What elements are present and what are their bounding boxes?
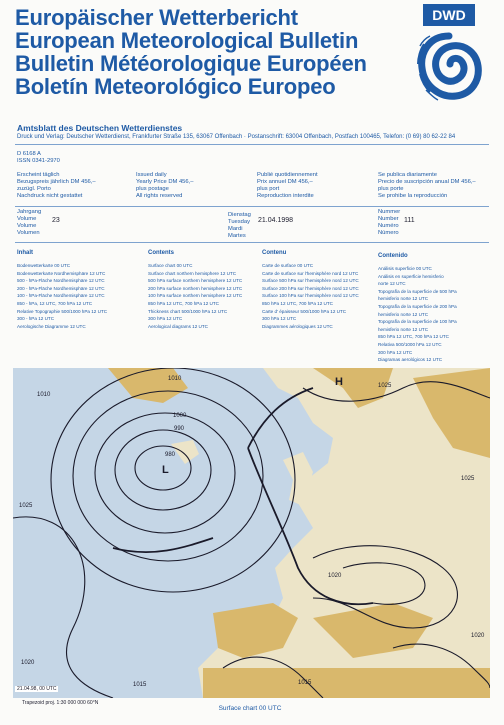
contents-item: Surface 500 hPa sur l'hemisphère nord 12 UTC bbox=[262, 278, 359, 284]
contents-item: Surface 200 hPa sur l'hemisphère nord 12 UTC bbox=[262, 285, 359, 291]
contents-item: Carte de surface 00 UTC bbox=[262, 263, 314, 268]
weekday-label: Martes bbox=[228, 233, 246, 239]
volume-label: Volumen bbox=[17, 230, 40, 236]
contents-item: 300 hPa 12 UTC bbox=[378, 349, 413, 355]
pressure-label: 990 bbox=[174, 426, 185, 432]
dwd-swirl-logo-icon bbox=[416, 30, 482, 102]
contents-heading: Inhalt bbox=[17, 250, 33, 256]
subscription-line: Issued daily bbox=[136, 172, 167, 178]
volume-label: Volume bbox=[17, 216, 37, 222]
number-label: Numéro bbox=[378, 223, 399, 229]
contents-heading: Contenu bbox=[262, 250, 287, 256]
title-block bbox=[15, 6, 415, 98]
map-caption: Surface chart 00 UTC bbox=[218, 705, 282, 712]
publication-ids bbox=[17, 151, 60, 165]
subscription-line: Precio de suscripción anual DM 456,– bbox=[378, 179, 476, 185]
contents-english bbox=[148, 250, 266, 330]
subscription-line: Reproduction interdite bbox=[257, 193, 314, 199]
map-scale-line: Trapezoid proj. 1:30 000 000 60°N bbox=[22, 700, 99, 706]
subscription-line: Bezugspreis jährlich DM 456,– bbox=[17, 179, 96, 185]
volume-value: 23 bbox=[52, 217, 60, 224]
pressure-label: 1015 bbox=[133, 682, 147, 688]
subscription-line: plus postage bbox=[136, 186, 169, 192]
contents-item: Relativa 500/1000 hPa 12 UTC bbox=[378, 341, 442, 347]
title-english: European Meteorological Bulletin bbox=[15, 28, 359, 53]
contents-item: Topografía de la superficie de 100 hPa bbox=[378, 319, 457, 325]
publication-code: D 6168 A bbox=[17, 151, 41, 157]
contents-item: norte 12 UTC bbox=[378, 281, 406, 287]
pressure-label: 1010 bbox=[168, 376, 182, 382]
contents-item: Bodenwetterkarte 00 UTC bbox=[17, 263, 71, 268]
volume-label: Jahrgang bbox=[17, 209, 42, 215]
subscription-line: Publié quotidiennement bbox=[257, 172, 318, 178]
title-french: Bulletin Météorologique Européen bbox=[15, 51, 367, 76]
contents-item: Surface chart 00 UTC bbox=[148, 263, 193, 268]
contents-item: Carte d' épaisseur 500/1000 hPa 12 UTC bbox=[262, 308, 347, 314]
subscription-french bbox=[257, 172, 375, 200]
subscription-english bbox=[136, 172, 254, 200]
subscription-line: All rights reserved bbox=[136, 193, 183, 199]
subscription-line: Erscheint täglich bbox=[17, 172, 60, 178]
pressure-label: 1025 bbox=[461, 476, 475, 482]
map-date-stamp: 21.04.98, 00 UTC bbox=[17, 686, 57, 692]
pressure-label: 1020 bbox=[328, 573, 342, 579]
contents-item: Surface 100 hPa sur l'hemisphère nord 12 UTC bbox=[262, 293, 359, 299]
subscription-line: zuzügl. Porto bbox=[17, 186, 51, 192]
pressure-label: 1020 bbox=[471, 633, 485, 639]
low-pressure-symbol: L bbox=[162, 464, 169, 476]
contents-item: Diagramas aerológicos 12 UTC bbox=[378, 357, 443, 363]
publisher-address: Druck und Verlag: Deutscher Wetterdienst, Frankfurter Straße 135, 63067 Offenbach · Postanschrift: 63004 Offenbach, Postfach 100465, Telefon: (0 69) 80 62-22 84 bbox=[17, 134, 456, 140]
contents-item: Thickness chart 500/1000 hPa 12 UTC bbox=[148, 308, 228, 314]
dwd-logo-text: DWD bbox=[423, 4, 475, 26]
contents-item: hemisferio norte 12 UTC bbox=[378, 311, 429, 317]
contents-item: Relative Topographie 500/1000 hPa 12 UTC bbox=[17, 308, 108, 314]
contents-item: Bodenwetterkarte Nordhemisphäre 12 UTC bbox=[17, 270, 106, 276]
contents-item: 850 hPa 12 UTC, 700 hPa 12 UTC bbox=[262, 300, 333, 306]
pressure-label: 980 bbox=[165, 452, 176, 458]
subscription-line: Se publica diariamente bbox=[378, 172, 437, 178]
weekday-label: Tuesday bbox=[228, 219, 251, 225]
contents-item: 850 hPa 12 UTC, 700 hPa 12 UTC bbox=[378, 334, 449, 340]
issue-divider-bottom bbox=[15, 242, 489, 243]
contents-item: Topografía de la superficie de 200 hPa bbox=[378, 303, 457, 309]
number-label: Número bbox=[378, 230, 399, 236]
surface-weather-map bbox=[13, 368, 490, 698]
pressure-label: 1025 bbox=[378, 383, 392, 389]
contents-item: 850 hPa 12 UTC, 700 hPa 12 UTC bbox=[148, 300, 219, 306]
contents-heading: Contenido bbox=[378, 253, 408, 259]
subscription-spanish bbox=[378, 172, 496, 200]
number-label: Number bbox=[378, 216, 399, 222]
pressure-label: 1025 bbox=[19, 503, 33, 509]
contents-item: 500 hPa surface northern hemisphere 12 UTC bbox=[148, 278, 243, 284]
issue-divider-top bbox=[15, 206, 489, 207]
contents-german bbox=[17, 250, 135, 330]
subscription-line: Se prohibe la reproducción bbox=[378, 193, 448, 199]
contents-item: 500 - hPa-Fläche Nordhemisphäre 12 UTC bbox=[17, 278, 105, 284]
header-divider bbox=[15, 144, 489, 145]
title-german: Europäischer Wetterbericht bbox=[15, 5, 298, 30]
subscription-line: plus port bbox=[257, 186, 280, 192]
volume-labels bbox=[17, 209, 41, 237]
weather-map-svg bbox=[13, 368, 490, 698]
volume-label: Volume bbox=[17, 223, 37, 229]
contents-item: Análisis en superficie hemisferio bbox=[378, 273, 444, 279]
contents-french bbox=[262, 250, 380, 330]
contents-item: 100 - hPa-Fläche Nordhemisphäre 12 UTC bbox=[17, 293, 105, 299]
number-labels bbox=[378, 209, 400, 237]
issue-date: 21.04.1998 bbox=[258, 217, 294, 224]
subscription-line: Nachdruck nicht gestattet bbox=[17, 193, 83, 199]
official-gazette-line: Amtsblatt des Deutschen Wetterdienstes bbox=[17, 123, 183, 133]
contents-item: Diagrammes aérologiques 12 UTC bbox=[262, 323, 333, 329]
contents-item: Carte de surface sur l'hemisphère nord 12 UTC bbox=[262, 270, 359, 276]
pressure-label: 1000 bbox=[173, 413, 187, 419]
map-land-africa-shade bbox=[203, 668, 490, 698]
weekday-labels bbox=[228, 212, 251, 240]
contents-item: Aerologische Diagramme 12 UTC bbox=[17, 323, 86, 329]
contents-heading: Contents bbox=[148, 250, 174, 256]
issn: ISSN 0341-2970 bbox=[17, 158, 60, 164]
pressure-label: 1015 bbox=[298, 680, 312, 686]
pressure-label: 1020 bbox=[21, 660, 35, 666]
contents-item: Topografía de la superficie de 500 hPa bbox=[378, 288, 457, 294]
contents-item: Análisis superficie 00 UTC bbox=[378, 266, 432, 271]
pressure-label: 1010 bbox=[37, 392, 51, 398]
weekday-label: Dienstag bbox=[228, 212, 251, 218]
contents-item: 300 hPa 12 UTC bbox=[262, 316, 297, 322]
subscription-line: Prix annuel DM 456,– bbox=[257, 179, 313, 185]
contents-item: 200 hPa surface northern hemisphere 12 UTC bbox=[148, 285, 243, 291]
number-label: Nummer bbox=[378, 209, 401, 215]
subscription-german bbox=[17, 172, 135, 200]
contents-item: Aerological diagrams 12 UTC bbox=[148, 323, 208, 329]
title-spanish: Boletín Meteorológico Europeo bbox=[15, 74, 336, 99]
subscription-line: Yearly Price DM 456,– bbox=[136, 179, 194, 185]
contents-item: 300 hPa 12 UTC bbox=[148, 316, 183, 322]
contents-item: hemisferio norte 12 UTC bbox=[378, 326, 429, 332]
contents-item: hemisferio norte 12 UTC bbox=[378, 296, 429, 302]
contents-spanish bbox=[378, 253, 496, 364]
high-pressure-symbol: H bbox=[335, 376, 343, 388]
weekday-label: Mardi bbox=[228, 226, 243, 232]
contents-item: 300 - hPa 12 UTC bbox=[17, 316, 55, 322]
subscription-line: plus porte bbox=[378, 186, 404, 192]
contents-item: Surface chart northern hemisphere 12 UTC bbox=[148, 270, 237, 276]
contents-item: 200 - hPa-Fläche Nordhemisphäre 12 UTC bbox=[17, 285, 105, 291]
contents-item: 850 - hPa, 12 UTC, 700 hPa 12 UTC bbox=[17, 300, 93, 306]
issue-number: 111 bbox=[404, 217, 415, 224]
contents-item: 100 hPa surface northern hemisphere 12 UTC bbox=[148, 293, 243, 299]
